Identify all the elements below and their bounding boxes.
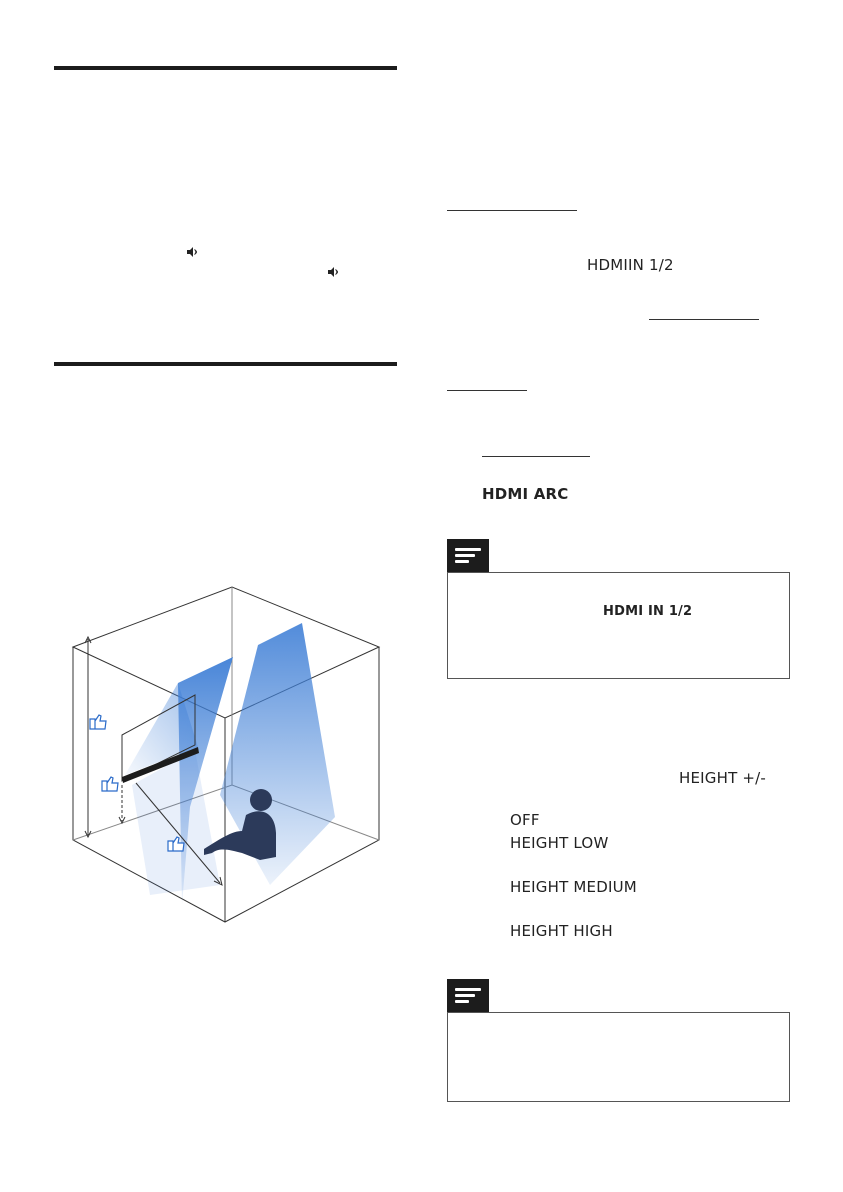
height-control-label: HEIGHT +/- (679, 769, 767, 787)
note-hdmi-in-label: HDMI IN 1/2 (603, 604, 693, 619)
underline (482, 456, 590, 457)
underline (447, 390, 527, 391)
speaker-icon (327, 266, 339, 278)
height-option-high: HEIGHT HIGH (510, 922, 613, 940)
height-option-medium: HEIGHT MEDIUM (510, 878, 637, 896)
section-rule-middle (54, 362, 397, 366)
underline (649, 319, 759, 320)
note-box (447, 1012, 790, 1102)
height-option-off: OFF (510, 811, 540, 829)
section-rule-top (54, 66, 397, 70)
speaker-icon (186, 246, 198, 258)
note-box (447, 572, 790, 679)
height-option-low: HEIGHT LOW (510, 834, 609, 852)
note-icon (447, 539, 489, 573)
room-placement-diagram (70, 585, 386, 925)
hdmi-arc-label: HDMI ARC (482, 485, 569, 503)
note-icon (447, 979, 489, 1013)
hdmi-in-label: HDMIIN 1/2 (587, 256, 674, 274)
underline (447, 210, 577, 211)
